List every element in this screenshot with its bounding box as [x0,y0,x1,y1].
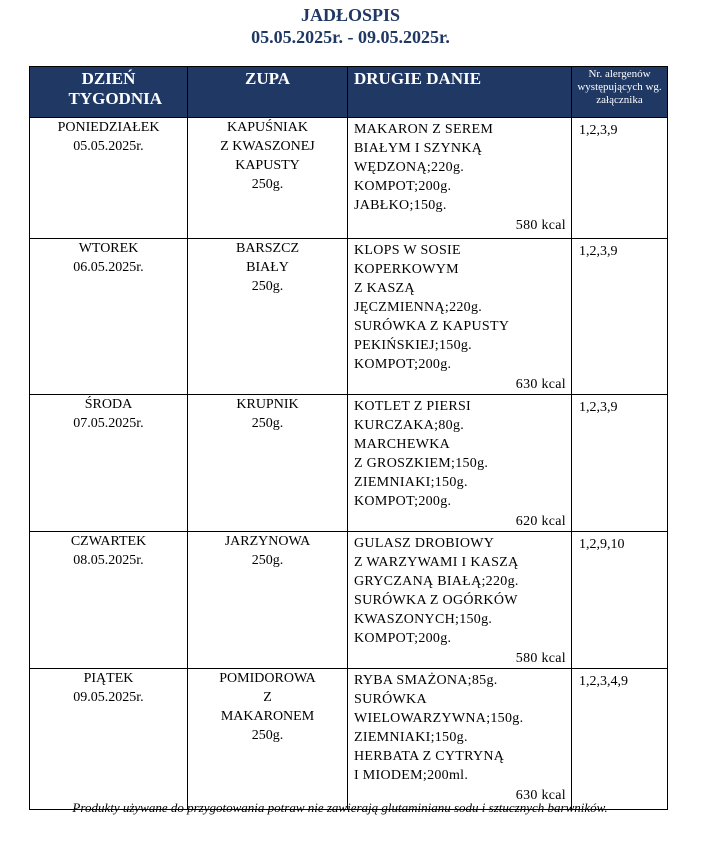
header-main-course: DRUGIE DANIE [348,67,572,118]
main-course-cell [348,669,572,810]
header-allergens: Nr. alergenów występujących wg. załącznika [572,67,668,118]
calories: 620 kcal [515,514,566,529]
soup-cell [188,239,348,395]
menu-date-range: 05.05.2025r. - 09.05.2025r. [251,27,450,47]
header-day [30,67,188,118]
soup-cell [188,669,348,810]
main-course-text: GULASZ DROBIOWY Z WARZYWAMI I KASZĄ GRYCZANĄ BIAŁĄ;220g. SURÓWKA Z OGÓRKÓW KWASZONYCH;150g. KOMPOT;200g. [354,536,519,646]
soup-cell [188,118,348,239]
day-date: 07.05.2025r. [73,416,144,431]
soup-text: BARSZCZ BIAŁY 250g. [235,241,299,294]
soup-cell [188,532,348,669]
day-name: PONIEDZIAŁEK [57,120,160,135]
main-course-cell [348,395,572,532]
table-row [30,395,668,532]
main-course-cell [348,239,572,395]
calories: 630 kcal [515,377,566,392]
menu-title: JADŁOSPIS [300,5,401,25]
main-course-cell [348,532,572,669]
main-course-cell [348,118,572,239]
day-date: 08.05.2025r. [73,553,144,568]
day-date: 09.05.2025r. [73,690,144,705]
soup-text: KRUPNIK 250g. [236,397,299,431]
main-course-text: KOTLET Z PIERSI KURCZAKA;80g. MARCHEWKA Z GROSZKIEM;150g. ZIEMNIAKI;150g. KOMPOT;200g. [354,399,489,509]
soup-text: POMIDOROWA Z MAKARONEM 250g. [219,671,316,743]
main-course-text: KLOPS W SOSIE KOPERKOWYM Z KASZĄ JĘCZMIENNĄ;220g. SURÓWKA Z KAPUSTY PEKIŃSKIEJ;150g. KOMPOT;200g. [354,243,510,372]
day-cell [30,239,188,395]
allergens-cell: 1,2,3,9 [572,239,668,395]
calories: 580 kcal [515,218,566,233]
table-row [30,532,668,669]
day-cell [30,669,188,810]
day-date: 06.05.2025r. [73,260,144,275]
day-name: PIĄTEK [83,671,134,686]
day-cell [30,118,188,239]
table-header-row [30,67,668,118]
day-cell [30,395,188,532]
calories: 580 kcal [515,651,566,666]
header-day-label: DZIEŃ TYGODNIA [68,69,163,108]
calories: 630 kcal [515,788,566,803]
allergens-cell: 1,2,3,9 [572,118,668,239]
soup-text: KAPUŚNIAK Z KWASZONEJ KAPUSTY 250g. [220,120,315,192]
allergens-cell: 1,2,9,10 [572,532,668,669]
soup-cell [188,395,348,532]
main-course-text: MAKARON Z SEREM BIAŁYM I SZYNKĄ WĘDZONĄ;220g. KOMPOT;200g. JABŁKO;150g. [354,122,494,213]
table-row [30,239,668,395]
footer-note: Produkty używane do przygotowania potraw nie zawierają glutaminianu sodu i sztucznych barwników. [72,800,608,815]
table-row [30,118,668,239]
day-name: ŚRODA [84,397,133,412]
table-row [30,669,668,810]
allergens-cell: 1,2,3,9 [572,395,668,532]
allergens-cell: 1,2,3,4,9 [572,669,668,810]
menu-table [29,66,668,810]
main-course-text: RYBA SMAŻONA;85g. SURÓWKA WIELOWARZYWNA;150g. ZIEMNIAKI;150g. HERBATA Z CYTRYNĄ I MIODEM;200ml. [354,673,524,783]
header-soup: ZUPA [188,67,348,118]
day-cell [30,532,188,669]
day-name: CZWARTEK [70,534,147,549]
soup-text: JARZYNOWA 250g. [224,534,311,568]
day-name: WTOREK [78,241,139,256]
day-date: 05.05.2025r. [73,139,144,154]
